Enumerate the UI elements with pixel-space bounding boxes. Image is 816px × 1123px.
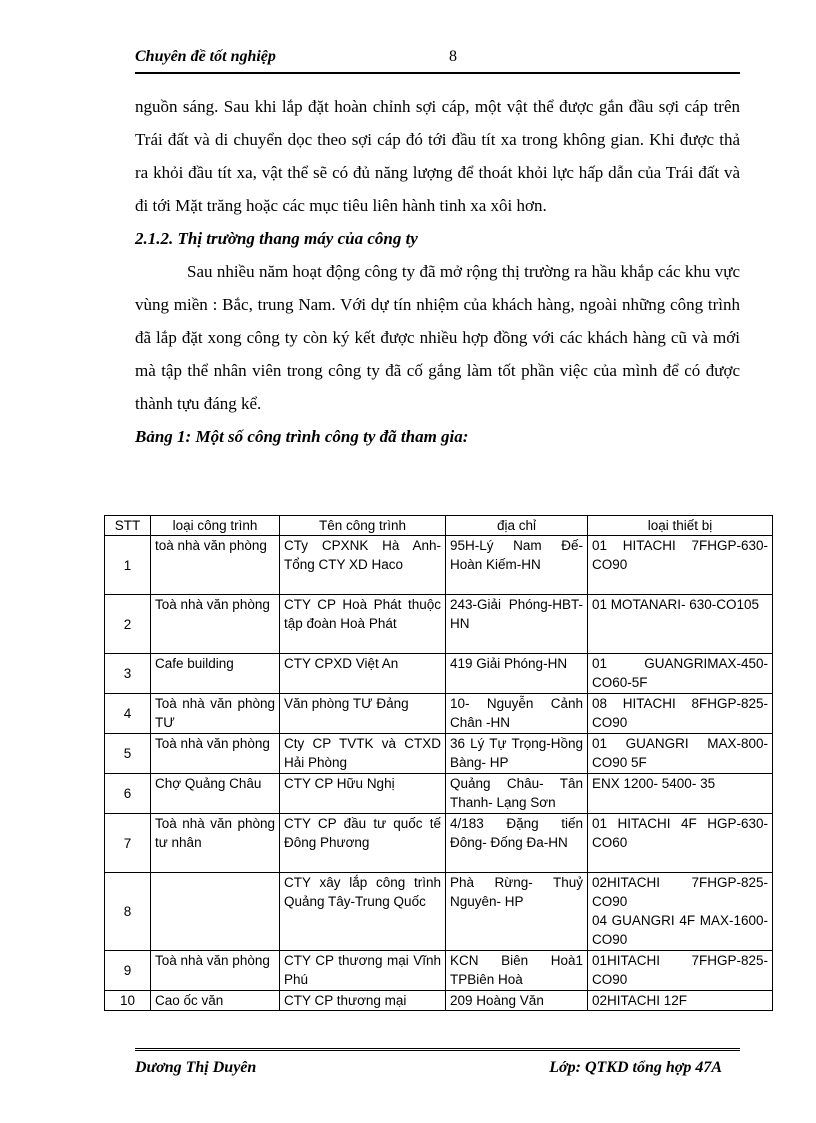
table-header-row: [105, 516, 773, 536]
cell-address: Quảng Châu- Tân Thanh- Lạng Sơn: [446, 774, 588, 814]
column-header-equipment: loại thiết bị: [588, 516, 773, 536]
cell-address: 36 Lý Tự Trọng-Hồng Bàng- HP: [446, 734, 588, 774]
cell-name: CTY CP thương mại: [280, 991, 446, 1011]
cell-equipment: 01 GUANGRI MAX-800-CO90 5F: [588, 734, 773, 774]
column-header-address: địa chỉ: [446, 516, 588, 536]
cell-address: 243-Giải Phóng-HBT- HN: [446, 595, 588, 654]
cell-type: Cafe building: [151, 654, 280, 694]
table-row: [105, 536, 773, 595]
page-number: 8: [449, 48, 457, 65]
cell-stt: 2: [105, 595, 151, 654]
paragraph: Sau nhiều năm hoạt động công ty đã mở rộng thị trường ra hầu khắp các khu vực vùng miền : Bắc, trung Nam. Với dự tín nhiệm của khách hàng, ngoài những công trình đã lắp đặt xong công ty còn ký kết được nhiều hợp đồng với các khách hàng cũ và mới mà tập thể nhân viên trong công ty đã cố gắng làm tốt phần việc của mình để có được thành tựu đáng kể.: [135, 262, 740, 413]
table-row: [105, 814, 773, 873]
cell-type: toà nhà văn phòng: [151, 536, 280, 595]
paragraph: nguồn sáng. Sau khi lắp đặt hoàn chỉnh sợi cáp, một vật thể được gắn đầu sợi cáp trên Trái đất và di chuyển dọc theo sợi cáp đó tới đầu tít xa trong không gian. Khi được thả ra khỏi đầu tít xa, vật thể sẽ có đủ năng lượng để thoát khỏi lực hấp dẫn của Trái đất và đi tới Mặt trăng hoặc các mục tiêu liên hành tinh xa xôi hơn.: [135, 97, 740, 215]
equipment-line: 02HITACHI 7FHGP-825- CO90: [592, 875, 768, 909]
cell-name: CTY CP thương mại Vĩnh Phú: [280, 951, 446, 991]
cell-stt: 5: [105, 734, 151, 774]
cell-name: Văn phòng TƯ Đảng: [280, 694, 446, 734]
table-row: [105, 873, 773, 951]
cell-type: Toà nhà văn phòng tư nhân: [151, 814, 280, 873]
cell-name: CTY CP Hoà Phát thuộc tập đoàn Hoà Phát: [280, 595, 446, 654]
column-header-name: Tên công trình: [280, 516, 446, 536]
cell-equipment: 01HITACHI 7FHGP-825- CO90: [588, 951, 773, 991]
table-row: [105, 595, 773, 654]
table-row: [105, 951, 773, 991]
cell-type: Toà nhà văn phòng: [151, 951, 280, 991]
cell-type: Cao ốc văn: [151, 991, 280, 1011]
cell-name: CTY CP đầu tư quốc tế Đông Phương: [280, 814, 446, 873]
table-row: [105, 654, 773, 694]
cell-stt: 1: [105, 536, 151, 595]
cell-address: 419 Giải Phóng-HN: [446, 654, 588, 694]
cell-name: CTY CPXD Việt An: [280, 654, 446, 694]
cell-name: Cty CP TVTK và CTXD Hải Phòng: [280, 734, 446, 774]
cell-stt: 8: [105, 873, 151, 951]
class-label: Lớp: QTKD tổng hợp 47A: [549, 1059, 722, 1076]
cell-equipment: 01 HITACHI 7FHGP-630-CO90: [588, 536, 773, 595]
table-row: [105, 774, 773, 814]
table-row: [105, 991, 773, 1011]
cell-type: Toà nhà văn phòng TƯ: [151, 694, 280, 734]
author-name: Dương Thị Duyên: [135, 1059, 257, 1076]
cell-type: [151, 873, 280, 951]
cell-address: 209 Hoàng Văn: [446, 991, 588, 1011]
cell-address: Phà Rừng- Thuỷ Nguyên- HP: [446, 873, 588, 951]
page-header: [135, 48, 740, 74]
cell-address: 95H-Lý Nam Đế-Hoàn Kiếm-HN: [446, 536, 588, 595]
cell-equipment: 08 HITACHI 8FHGP-825- CO90: [588, 694, 773, 734]
cell-type: Toà nhà văn phòng: [151, 595, 280, 654]
cell-type: Chợ Quảng Châu: [151, 774, 280, 814]
cell-name: CTY xây lắp công trình Quảng Tây-Trung Quốc: [280, 873, 446, 951]
table-row: [105, 734, 773, 774]
equipment-line: 04 GUANGRI 4F MAX-1600-CO90: [592, 913, 768, 947]
projects-table: [104, 515, 773, 1011]
section-heading: 2.1.2. Thị trường thang máy của công ty: [135, 229, 418, 248]
column-header-type: loại công trình: [151, 516, 280, 536]
column-header-stt: STT: [105, 516, 151, 536]
cell-equipment: 01 MOTANARI- 630-CO105: [588, 595, 773, 654]
cell-stt: 3: [105, 654, 151, 694]
document-title: Chuyên đề tốt nghiệp: [135, 48, 276, 65]
cell-address: 4/183 Đặng tiến Đông- Đống Đa-HN: [446, 814, 588, 873]
table-caption: Bảng 1: Một số công trình công ty đã tham gia:: [135, 427, 469, 446]
cell-stt: 6: [105, 774, 151, 814]
cell-name: CTY CP Hữu Nghị: [280, 774, 446, 814]
cell-name: CTy CPXNK Hà Anh-Tổng CTY XD Haco: [280, 536, 446, 595]
cell-stt: 9: [105, 951, 151, 991]
cell-stt: 10: [105, 991, 151, 1011]
cell-address: 10- Nguyễn Cảnh Chân -HN: [446, 694, 588, 734]
cell-stt: 4: [105, 694, 151, 734]
body-text: [135, 90, 740, 453]
cell-equipment: 01 HITACHI 4F HGP-630- CO60: [588, 814, 773, 873]
cell-equipment: [588, 873, 773, 951]
cell-equipment: ENX 1200- 5400- 35: [588, 774, 773, 814]
page-footer: [135, 1048, 740, 1081]
table-row: [105, 694, 773, 734]
cell-equipment: 02HITACHI 12F: [588, 991, 773, 1011]
cell-address: KCN Biên Hoà1 TPBiên Hoà: [446, 951, 588, 991]
cell-equipment: 01 GUANGRIMAX-450-CO60-5F: [588, 654, 773, 694]
cell-type: Toà nhà văn phòng: [151, 734, 280, 774]
cell-stt: 7: [105, 814, 151, 873]
